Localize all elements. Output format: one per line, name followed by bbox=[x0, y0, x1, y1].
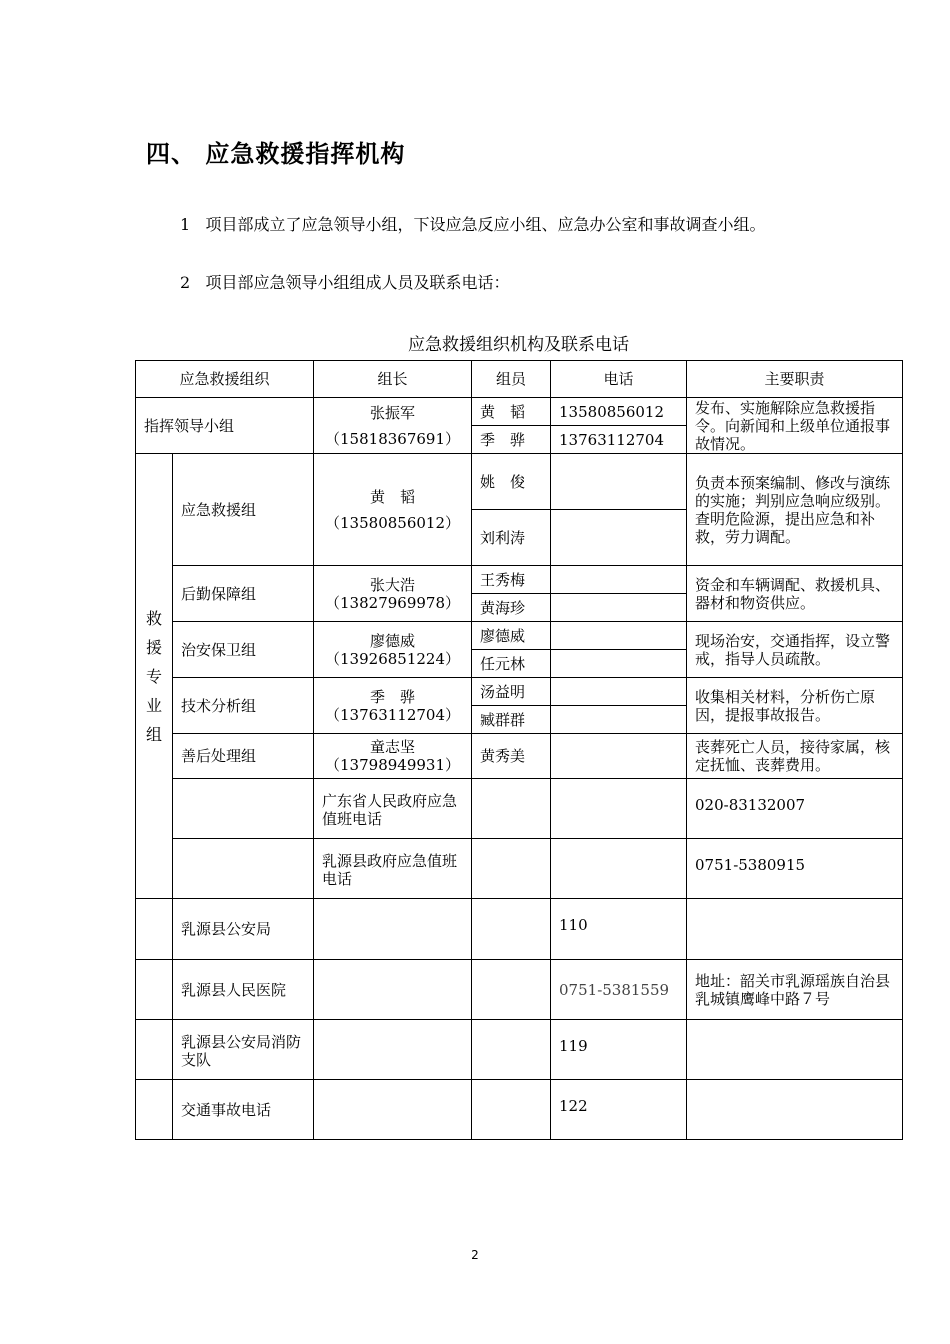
contact-leader bbox=[314, 1020, 472, 1080]
contact-leader bbox=[472, 779, 551, 839]
command-duty: 发布、实施解除应急救援指令。向新闻和上级单位通报事故情况。 bbox=[687, 398, 903, 454]
para1-text: 项目部成立了应急领导小组，下设应急反应小组、应急办公室和事故调查小组。 bbox=[205, 215, 766, 234]
group-leader-phone: （13926851224） bbox=[325, 649, 460, 668]
group-member-phone bbox=[551, 566, 687, 594]
group-leader: 廖德威 bbox=[370, 631, 416, 650]
contact-name: 乳源县人民医院 bbox=[173, 960, 314, 1020]
paragraph-1 bbox=[146, 212, 816, 238]
table-row bbox=[136, 454, 903, 510]
contact-row bbox=[136, 899, 903, 960]
group-leader: 黄 韬 bbox=[370, 487, 416, 506]
group-duty: 收集相关材料，分析伤亡原因，提报事故报告。 bbox=[687, 678, 903, 734]
contact-member bbox=[551, 839, 687, 899]
contact-blank bbox=[173, 779, 314, 839]
group-leader-cell bbox=[314, 454, 472, 566]
contact-blank bbox=[136, 1080, 173, 1140]
group-leader: 张大浩 bbox=[370, 575, 416, 594]
page-number: 2 bbox=[471, 1248, 479, 1262]
contact-row bbox=[136, 1020, 903, 1080]
command-leader: 张振军 bbox=[370, 403, 416, 422]
contact-phone: 110 bbox=[551, 899, 687, 960]
para1-number: 1 bbox=[180, 215, 191, 234]
group-member-phone bbox=[551, 622, 687, 650]
command-member-1-phone: 13580856012 bbox=[551, 398, 687, 426]
group-name: 治安保卫组 bbox=[173, 622, 314, 678]
contact-leader bbox=[314, 1080, 472, 1140]
command-leader-phone: （15818367691） bbox=[325, 429, 460, 448]
contact-leader bbox=[314, 960, 472, 1020]
group-leader: 童志坚 bbox=[370, 738, 416, 756]
table-row bbox=[136, 678, 903, 706]
contact-note bbox=[687, 1080, 903, 1140]
group-leader-phone: （13827969978） bbox=[325, 593, 460, 612]
contact-blank bbox=[136, 1020, 173, 1080]
command-member-2-phone: 13763112704 bbox=[551, 426, 687, 454]
header-leader: 组长 bbox=[314, 361, 472, 398]
command-member-2: 季 骅 bbox=[472, 426, 551, 454]
group-member: 廖德威 bbox=[472, 622, 551, 650]
group-member: 任元林 bbox=[472, 650, 551, 678]
group-member-phone bbox=[551, 734, 687, 779]
group-duty: 丧葬死亡人员，接待家属，核定抚恤、丧葬费用。 bbox=[687, 734, 903, 779]
command-member-1: 黄 韬 bbox=[472, 398, 551, 426]
group-leader-phone: （13580856012） bbox=[325, 513, 460, 532]
group-member-phone bbox=[551, 678, 687, 706]
group-member: 黄海珍 bbox=[472, 594, 551, 622]
contact-name: 乳源县政府应急值班电话 bbox=[314, 839, 472, 899]
contact-row bbox=[136, 839, 903, 899]
table-caption: 应急救援组织机构及联系电话 bbox=[408, 335, 629, 355]
contact-phone: 122 bbox=[551, 1080, 687, 1140]
table-row bbox=[136, 566, 903, 594]
group-duty: 资金和车辆调配、救援机具、器材和物资供应。 bbox=[687, 566, 903, 622]
group-member-phone bbox=[551, 510, 687, 566]
table-row bbox=[136, 622, 903, 650]
contact-leader bbox=[314, 899, 472, 960]
group-leader-cell bbox=[314, 678, 472, 734]
contact-phone: 0751-5380915 bbox=[687, 839, 903, 899]
header-org: 应急救援组织 bbox=[136, 361, 314, 398]
group-leader-cell bbox=[314, 734, 472, 779]
contact-name: 乳源县公安局消防支队 bbox=[173, 1020, 314, 1080]
contact-member bbox=[551, 779, 687, 839]
contact-row bbox=[136, 779, 903, 839]
contact-leader bbox=[472, 839, 551, 899]
group-leader-cell bbox=[314, 566, 472, 622]
command-group-name: 指挥领导小组 bbox=[136, 398, 314, 454]
group-name: 技术分析组 bbox=[173, 678, 314, 734]
contact-blank bbox=[136, 960, 173, 1020]
header-members: 组员 bbox=[472, 361, 551, 398]
contact-note: 地址：韶关市乳源瑶族自治县乳城镇鹰峰中路７号 bbox=[687, 960, 903, 1020]
paragraph-2 bbox=[146, 270, 816, 296]
header-phone: 电话 bbox=[551, 361, 687, 398]
contact-blank bbox=[136, 899, 173, 960]
contact-row bbox=[136, 960, 903, 1020]
group-member: 王秀梅 bbox=[472, 566, 551, 594]
group-member: 姚 俊 bbox=[472, 454, 551, 510]
contact-member bbox=[472, 1020, 551, 1080]
group-member-phone bbox=[551, 594, 687, 622]
contact-member bbox=[472, 960, 551, 1020]
group-leader-phone: （13763112704） bbox=[325, 705, 460, 724]
contact-blank bbox=[173, 839, 314, 899]
group-leader-phone: （13798949931） bbox=[325, 756, 460, 774]
contact-row bbox=[136, 1080, 903, 1140]
contact-phone: 119 bbox=[551, 1020, 687, 1080]
group-member: 刘利涛 bbox=[472, 510, 551, 566]
section-heading: 四、 应急救援指挥机构 bbox=[146, 140, 406, 168]
group-leader: 季 骅 bbox=[370, 687, 416, 706]
table-row bbox=[136, 398, 903, 426]
contact-phone: 0751-5381559 bbox=[551, 960, 687, 1020]
header-duty: 主要职责 bbox=[687, 361, 903, 398]
group-member-phone bbox=[551, 454, 687, 510]
para2-text: 项目部应急领导小组组成人员及联系电话： bbox=[205, 273, 510, 292]
group-name: 后勤保障组 bbox=[173, 566, 314, 622]
contact-note bbox=[687, 899, 903, 960]
group-leader-cell bbox=[314, 622, 472, 678]
organization-table bbox=[135, 360, 903, 1140]
contact-note bbox=[687, 1020, 903, 1080]
para2-number: 2 bbox=[180, 273, 191, 292]
header-row bbox=[136, 361, 903, 398]
group-name: 善后处理组 bbox=[173, 734, 314, 779]
group-member: 臧群群 bbox=[472, 706, 551, 734]
group-name: 应急救援组 bbox=[173, 454, 314, 566]
group-duty: 现场治安，交通指挥，设立警戒，指导人员疏散。 bbox=[687, 622, 903, 678]
group-member-phone bbox=[551, 650, 687, 678]
command-leader-cell bbox=[314, 398, 472, 454]
contact-name: 交通事故电话 bbox=[173, 1080, 314, 1140]
contact-member bbox=[472, 899, 551, 960]
professional-groups-label: 救 援 专 业 组 bbox=[136, 454, 173, 899]
contact-phone: 020-83132007 bbox=[687, 779, 903, 839]
contact-name: 乳源县公安局 bbox=[173, 899, 314, 960]
contact-member bbox=[472, 1080, 551, 1140]
group-member: 黄秀美 bbox=[472, 734, 551, 779]
table-row bbox=[136, 734, 903, 779]
group-member: 汤益明 bbox=[472, 678, 551, 706]
contact-name: 广东省人民政府应急值班电话 bbox=[314, 779, 472, 839]
group-member-phone bbox=[551, 706, 687, 734]
group-duty: 负责本预案编制、修改与演练的实施；判别应急响应级别。查明危险源，提出应急和补救，劳力调配。 bbox=[687, 454, 903, 566]
